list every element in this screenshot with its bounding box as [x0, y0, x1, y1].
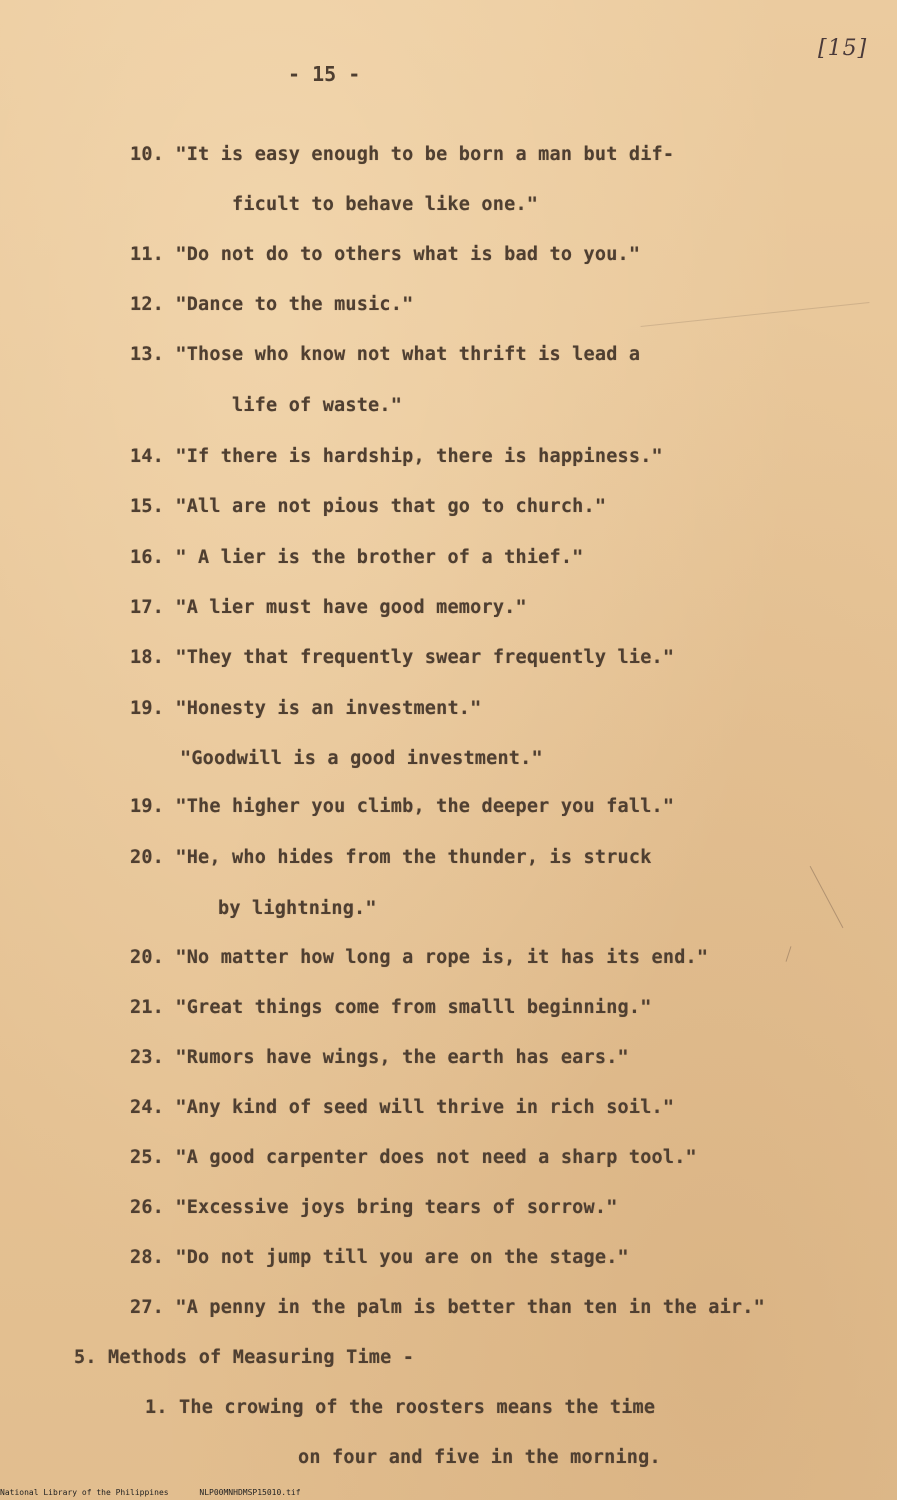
page-number: - 15 - — [288, 62, 361, 86]
proverb-26: 26. "Excessive joys bring tears of sorrow." — [130, 1197, 618, 1218]
proverb-21: 21. "Great things come from smalll beginning." — [130, 997, 652, 1018]
proverb-15: 15. "All are not pious that go to church." — [130, 496, 607, 517]
proverb-20: 20. "He, who hides from the thunder, is struck — [130, 847, 652, 868]
scan-footer — [0, 1488, 327, 1500]
proverb-25: 25. "A good carpenter does not need a sharp tool." — [130, 1147, 697, 1168]
proverb-10: 10. "It is easy enough to be born a man but dif- — [130, 144, 675, 165]
proverb-16: 16. " A lier is the brother of a thief." — [130, 547, 584, 568]
proverb-11: 11. "Do not do to others what is bad to you." — [130, 244, 641, 265]
handwritten-page-annotation: [15] — [818, 36, 868, 61]
method-1: 1. The crowing of the roosters means the time — [145, 1397, 656, 1418]
footer-library-name: National Library of the Philippines — [0, 1488, 169, 1497]
pencil-stroke — [641, 302, 870, 327]
proverb-27: 27. "A penny in the palm is better than ten in the air." — [130, 1297, 765, 1318]
pencil-stroke — [810, 866, 844, 928]
proverb-24: 24. "Any kind of seed will thrive in rich soil." — [130, 1097, 675, 1118]
proverb-19: 19. "Honesty is an investment." — [130, 698, 482, 719]
proverb-19b: 19. "The higher you climb, the deeper you fall." — [130, 796, 675, 817]
proverb-10-continued: ficult to behave like one." — [232, 194, 539, 215]
method-1-continued: on four and five in the morning. — [298, 1447, 661, 1468]
pencil-stroke — [786, 946, 792, 962]
proverb-13: 13. "Those who know not what thrift is lead a — [130, 344, 641, 365]
proverb-12: 12. "Dance to the music." — [130, 294, 414, 315]
proverb-23: 23. "Rumors have wings, the earth has ears." — [130, 1047, 629, 1068]
proverb-18: 18. "They that frequently swear frequently lie." — [130, 647, 675, 668]
proverb-19-continued: "Goodwill is a good investment." — [180, 748, 543, 769]
proverb-28: 28. "Do not jump till you are on the stage." — [130, 1247, 629, 1268]
proverb-13-continued: life of waste." — [232, 395, 403, 416]
proverb-17: 17. "A lier must have good memory." — [130, 597, 527, 618]
proverb-14: 14. "If there is hardship, there is happiness." — [130, 446, 663, 467]
proverb-20b: 20. "No matter how long a rope is, it has its end." — [130, 947, 709, 968]
proverb-20-continued: by lightning." — [218, 898, 377, 919]
footer-file-id: NLP00MNHDMSP15010.tif — [199, 1488, 301, 1497]
section-heading-methods-of-measuring-time: 5. Methods of Measuring Time - — [74, 1347, 415, 1368]
